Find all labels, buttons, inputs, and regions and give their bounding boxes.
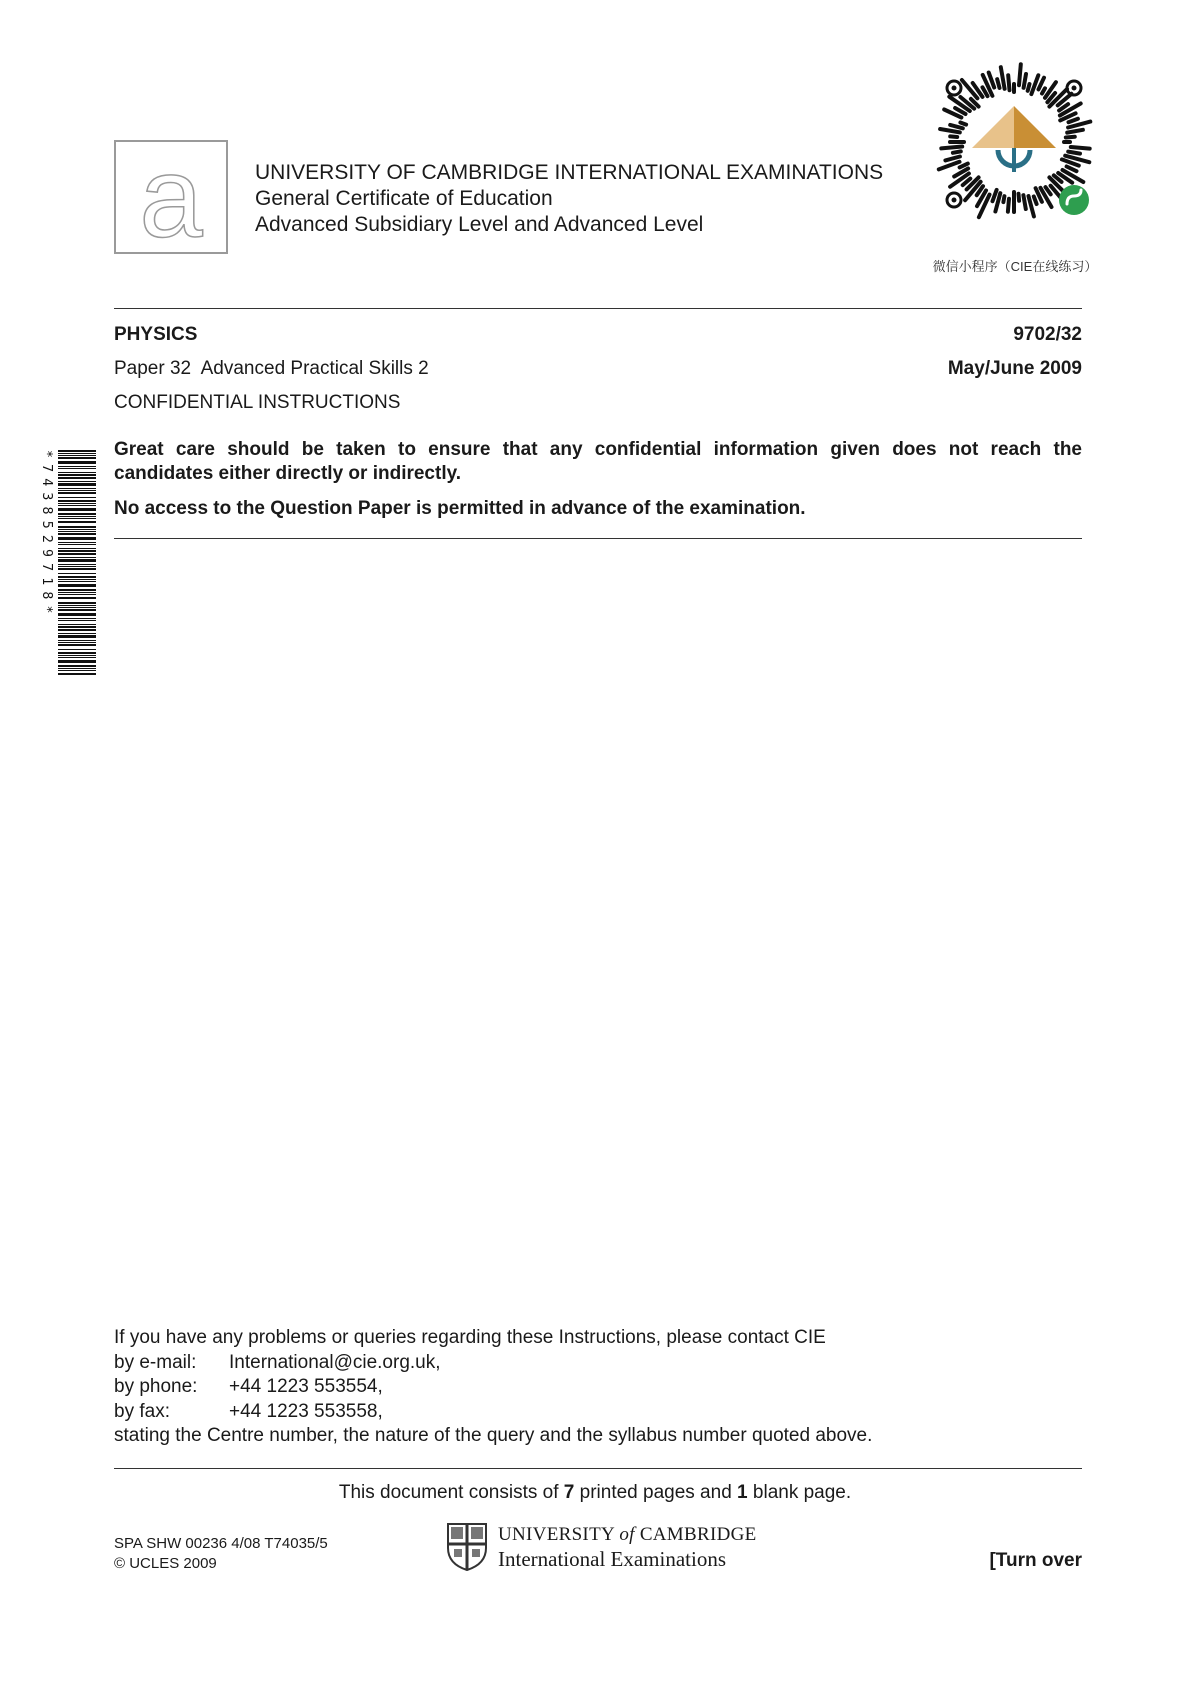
qr-caption: 微信小程序（CIE在线练习） [932,259,1098,274]
code-ray [1068,152,1080,154]
page-count [0,1482,1190,1504]
footer-divider [114,1468,1082,1469]
footer-reference [114,1534,328,1574]
code-ray [1067,167,1077,172]
fax-number: +44 1223 553558, [229,1400,383,1422]
barcode-bar [58,533,96,535]
barcode-bar [58,660,96,663]
barcode-bar [58,584,96,587]
code-ray [953,151,961,152]
confidentiality-warning: Great care should be taken to ensure that any confidential information given does not reach the candidates either directly or indirectly. [114,439,1082,484]
barcode-bar [58,673,96,675]
barcode-bar [58,564,96,565]
contact-email-row [114,1351,872,1376]
barcode-bar [58,457,96,459]
header-bottom-divider [114,538,1082,539]
email-label: by e-mail: [114,1351,197,1373]
cambridge-logo-line1 [498,1524,757,1546]
barcode-bar [58,620,96,621]
barcode-bar [58,566,96,567]
barcode-bar [58,626,96,628]
barcode-bar [58,518,96,519]
barcode-bar [58,497,96,498]
barcode-bar [58,477,96,479]
barcode-bar [58,607,96,608]
code-ray [1008,199,1009,212]
barcode-bar [58,483,96,486]
barcode-bar [58,505,96,506]
contact-intro: If you have any problems or queries regarding these Instructions, please contact CIE [114,1327,826,1348]
barcode-bar [58,573,96,574]
document-type: CONFIDENTIAL INSTRUCTIONS [114,392,401,413]
barcode-bar [58,668,96,669]
barcode-bar [58,633,96,634]
barcode-bar [58,640,96,641]
code-ray [993,190,997,201]
barcode-bar [58,542,96,543]
code-ray [1031,75,1038,94]
code-ray [1034,197,1037,205]
board-name: UNIVERSITY OF CAMBRIDGE INTERNATIONAL EXAMINATIONS [255,161,884,184]
barcode-bar [58,670,96,671]
turn-over-label: [Turn over [989,1550,1082,1571]
barcode-bar [58,655,96,656]
mini-program-code-icon [920,48,1108,236]
code-ray [1003,196,1004,202]
email-address: International@cie.org.uk, [229,1351,441,1373]
barcode-bar [58,474,96,476]
board-heading [255,160,883,238]
barcode-bar [58,629,96,631]
code-ray [1066,137,1075,138]
barcode-bar [58,576,96,578]
code-ray [1028,84,1030,91]
code-ray [940,129,960,132]
barcode-bar [58,609,96,611]
barcode-bar [58,450,96,452]
page-count-prefix: This document consists of [338,1482,564,1503]
barcode-bar [58,531,96,532]
phone-label: by phone: [114,1376,198,1397]
barcode-bar [58,481,96,482]
code-ray [1019,64,1021,85]
barcode-bar [58,488,96,489]
page-count-middle: printed pages and [574,1482,738,1503]
code-ray [960,164,968,168]
contact-phone-row [114,1375,872,1400]
code-ray [997,79,999,88]
phone-number: +44 1223 553554, [229,1376,383,1397]
barcode-bar [58,529,96,530]
barcode-bar [58,526,96,528]
code-ray [945,157,960,161]
barcode-bar [58,635,96,638]
logo-of: of [619,1524,635,1545]
code-ray [1008,75,1009,90]
top-divider [114,308,1082,309]
code-ray [950,136,957,137]
barcode-bar [58,568,96,570]
cambridge-logo-line2: International Examinations [498,1547,727,1571]
barcode-bar [58,466,96,467]
barcode-bar [58,490,96,491]
letter-a-logo-icon [116,142,226,252]
code-ray [1071,147,1090,149]
barcode-bar [58,516,96,517]
barcode-bar [58,602,96,604]
barcode-bar [58,548,96,549]
contact-closing: stating the Centre number, the nature of the query and the syllabus number quoted above. [114,1425,873,1446]
code-ray [1069,119,1078,123]
barcode-bar [58,508,96,511]
barcode-bar [58,550,96,552]
code-ray [941,147,962,149]
svg-text:a: a [139,142,203,252]
barcode-bar [58,594,96,595]
barcode-bar [58,557,96,558]
code-ray [1023,195,1025,209]
contact-fax-row [114,1400,872,1425]
barcode-bar [58,642,96,643]
page-count-suffix: blank page. [747,1482,852,1503]
barcode-bar [58,605,96,606]
barcode-bar [58,455,96,456]
barcode-bar [58,652,96,654]
barcode-bar [58,521,96,523]
question-paper-warning: No access to the Question Paper is permitted in advance of the examination. [114,498,806,519]
barcode-bar [58,492,96,494]
barcode-bar [58,649,96,650]
barcode-bar [58,500,96,502]
code-ray [1046,187,1051,194]
barcode-bar [58,513,96,515]
code-ray [1001,67,1005,89]
logo-cambridge: CAMBRIDGE [639,1524,757,1545]
qualification-name: General Certificate of Education [255,187,553,210]
code-ray [950,125,963,128]
barcode-bar [58,472,96,473]
barcode-bar [58,589,96,591]
barcode-bar [58,544,96,545]
barcode-bar [58,503,96,504]
copyright: © UCLES 2009 [114,1555,217,1572]
barcode-bar [58,461,96,464]
contact-block [114,1326,872,1449]
barcode-bar [58,581,96,582]
barcode-bar [58,618,96,619]
code-ray [1067,130,1083,133]
barcode-bar [58,468,96,469]
barcode-bar [58,657,96,658]
barcode-bar [58,559,96,562]
barcode-number: *7438529718* [39,450,54,620]
print-reference: SPA SHW 00236 4/08 T74035/5 [114,1535,328,1552]
barcode-bar [58,579,96,580]
code-ray [1042,88,1045,93]
barcode-bar [58,592,96,593]
barcode-bar [58,553,96,555]
code-ray [939,162,960,170]
paper-title: Paper 32 Advanced Practical Skills 2 [114,358,429,379]
barcode-bar [58,613,96,616]
fax-label: by fax: [114,1400,170,1422]
barcode-bar [58,597,96,599]
subject-name: PHYSICS [114,324,198,345]
code-ray [1019,194,1020,201]
barcode-bar [58,665,96,667]
board-logo [114,140,228,254]
barcode-bar [58,453,96,454]
qualification-level: Advanced Subsidiary Level and Advanced Level [255,213,704,236]
code-ray [1024,74,1026,88]
logo-university: UNIVERSITY [498,1524,615,1545]
barcode [36,448,98,680]
barcode-bar [58,644,96,646]
syllabus-code: 9702/32 [1013,324,1082,345]
code-ray [960,123,966,125]
printed-page-count: 7 [563,1482,575,1503]
barcode-bar [58,624,96,625]
cambridge-crest-icon [446,1522,488,1572]
exam-session: May/June 2009 [947,358,1082,379]
blank-page-count: 1 [737,1482,748,1503]
barcode-bar [58,537,96,540]
